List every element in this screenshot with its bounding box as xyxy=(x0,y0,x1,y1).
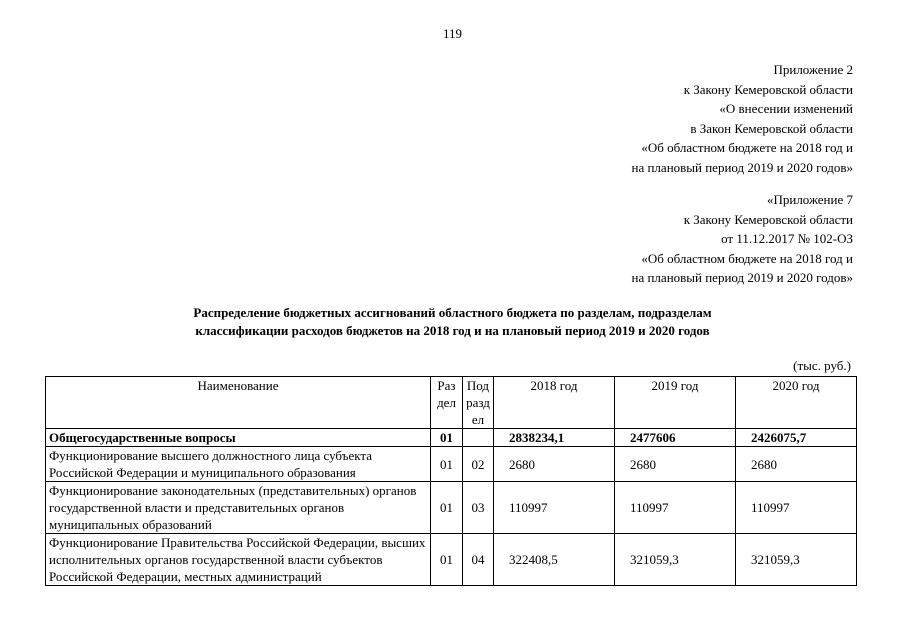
row-name: Функционирование Правительства Российской Федерации, высших исполнительных органов государственной власти субъектов Российской Федерации, местных администраций xyxy=(46,534,431,586)
row-subsection: 04 xyxy=(463,534,494,586)
table-row xyxy=(46,534,857,586)
appendix-7-line: к Закону Кемеровской области xyxy=(683,211,853,227)
row-value-2018: 110997 xyxy=(494,482,615,534)
appendix-2-line: Приложение 2 xyxy=(773,62,853,77)
appendix-7-line: от 11.12.2017 № 102-ОЗ xyxy=(721,231,853,246)
row-value-2019: 321059,3 xyxy=(615,534,736,586)
row-section: 01 xyxy=(431,429,463,447)
row-value-2018: 2838234,1 xyxy=(494,429,615,447)
row-section: 01 xyxy=(431,447,463,482)
row-value-2018: 322408,5 xyxy=(494,534,615,586)
row-subsection: 03 xyxy=(463,482,494,534)
row-value-2018: 2680 xyxy=(494,447,615,482)
appendix-2-line: «О внесении изменений xyxy=(719,101,853,116)
row-value-2019: 110997 xyxy=(615,482,736,534)
row-subsection: 02 xyxy=(463,447,494,482)
appendix-2-line: в Закон Кемеровской области xyxy=(690,120,853,136)
row-name: Функционирование законодательных (представительных) органов государственной власти и представительных органов муниципальных образований xyxy=(46,482,431,534)
row-value-2020: 110997 xyxy=(736,482,857,534)
document-title-line-1: Распределение бюджетных ассигнований областного бюджета по разделам, подразделам xyxy=(193,305,712,320)
row-section: 01 xyxy=(431,482,463,534)
row-name: Общегосударственные вопросы xyxy=(46,429,431,447)
appendix-7-line: на плановый период 2019 и 2020 годов» xyxy=(631,270,853,285)
appendix-2-line: «Об областном бюджете на 2018 год и xyxy=(641,140,853,155)
row-section: 01 xyxy=(431,534,463,586)
column-header-2018: 2018 год xyxy=(494,377,615,429)
appendix-2-header xyxy=(632,60,854,177)
appendix-7-header xyxy=(632,190,854,288)
appendix-2-line: на плановый период 2019 и 2020 годов» xyxy=(631,159,853,175)
budget-table xyxy=(45,376,857,586)
column-header-2019: 2019 год xyxy=(615,377,736,429)
column-header-name: Наименование xyxy=(46,377,431,429)
appendix-7-line: «Приложение 7 xyxy=(766,192,853,207)
row-value-2019: 2477606 xyxy=(615,429,736,447)
table-row xyxy=(46,447,857,482)
appendix-7-line: «Об областном бюджете на 2018 год и xyxy=(641,250,853,266)
column-header-2020: 2020 год xyxy=(736,377,857,429)
column-header-subsection: Под разд ел xyxy=(463,377,494,429)
page-number: 119 xyxy=(442,26,463,41)
row-name: Функционирование высшего должностного лица субъекта Российской Федерации и муниципального образования xyxy=(46,447,431,482)
table-header-row xyxy=(46,377,857,429)
document-title xyxy=(0,304,905,340)
document-title-line-2: классификации расходов бюджетов на 2018 год и на плановый период 2019 и 2020 годов xyxy=(195,323,710,338)
row-value-2020: 321059,3 xyxy=(736,534,857,586)
column-header-section: Раз дел xyxy=(431,377,463,429)
row-value-2020: 2426075,7 xyxy=(736,429,857,447)
appendix-2-line: к Закону Кемеровской области xyxy=(683,81,853,97)
table-row xyxy=(46,482,857,534)
row-subsection xyxy=(463,429,494,447)
table-row xyxy=(46,429,857,447)
row-value-2020: 2680 xyxy=(736,447,857,482)
row-value-2019: 2680 xyxy=(615,447,736,482)
units-label: (тыс. руб.) xyxy=(793,358,851,373)
